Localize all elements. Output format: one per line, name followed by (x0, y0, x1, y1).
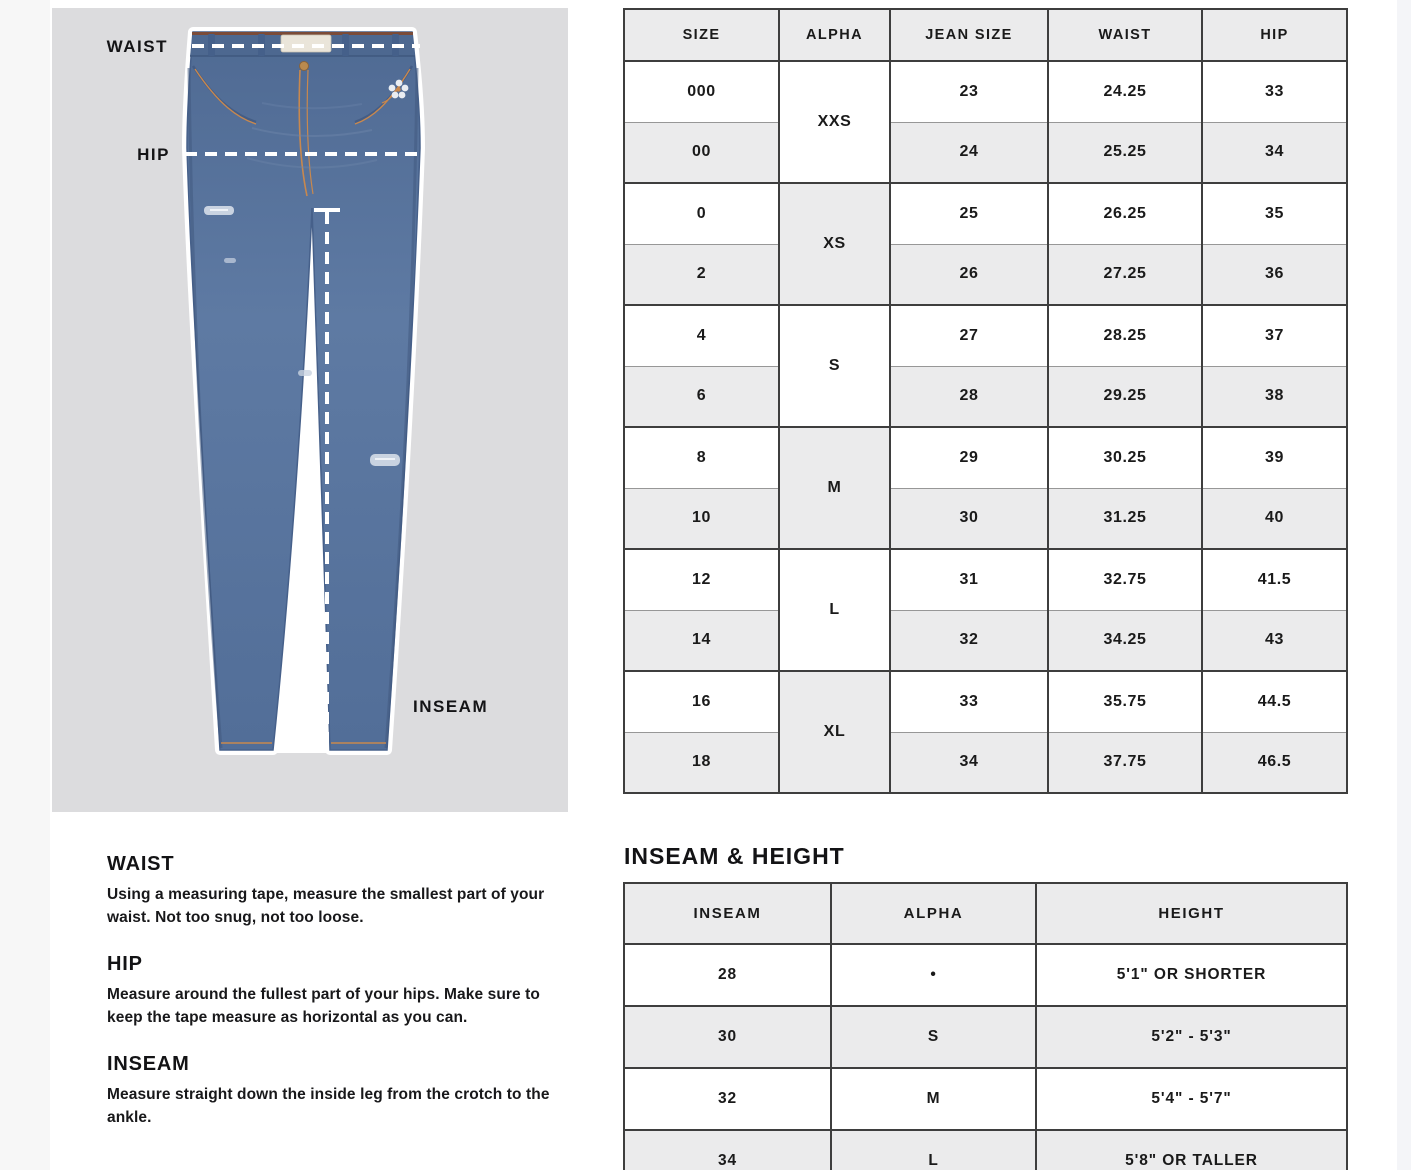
jean-size-cell: 23 (890, 61, 1048, 122)
page-left-gutter (0, 0, 50, 1170)
inseam-height-header-row (624, 883, 1347, 944)
table-row (624, 610, 1347, 671)
alpha-cell: XS (779, 183, 890, 305)
column-header-height: HEIGHT (1036, 883, 1347, 944)
alpha-cell: XXS (779, 61, 890, 183)
size-cell: 16 (624, 671, 779, 732)
waist-cell: 32.75 (1048, 549, 1202, 610)
waist-cell: 28.25 (1048, 305, 1202, 366)
hip-cell: 36 (1202, 244, 1347, 305)
column-header-waist: WAIST (1048, 9, 1202, 61)
hip-cell: 43 (1202, 610, 1347, 671)
column-header-alpha: ALPHA (779, 9, 890, 61)
table-row (624, 944, 1347, 1006)
alpha-cell: L (831, 1130, 1036, 1170)
table-row (624, 244, 1347, 305)
column-header-size: SIZE (624, 9, 779, 61)
waist-cell: 25.25 (1048, 122, 1202, 183)
size-cell: 14 (624, 610, 779, 671)
waist-guide-title: WAIST (107, 853, 175, 875)
size-table (623, 8, 1348, 794)
hip-cell: 33 (1202, 61, 1347, 122)
table-row (624, 1068, 1347, 1130)
table-row (624, 671, 1347, 732)
table-row (624, 122, 1347, 183)
waist-cell: 26.25 (1048, 183, 1202, 244)
height-cell: 5'1" OR SHORTER (1036, 944, 1347, 1006)
height-cell: 5'8" OR TALLER (1036, 1130, 1347, 1170)
inseam-cell: 30 (624, 1006, 831, 1068)
hip-cell: 44.5 (1202, 671, 1347, 732)
table-row (624, 1130, 1347, 1170)
waist-guide-body: Using a measuring tape, measure the smallest part of your waist. Not too snug, not too loose. (107, 886, 545, 926)
hip-cell: 34 (1202, 122, 1347, 183)
jean-size-cell: 27 (890, 305, 1048, 366)
inseam-figure-label: INSEAM (413, 697, 489, 716)
size-cell: 12 (624, 549, 779, 610)
table-row (624, 183, 1347, 244)
table-row (624, 732, 1347, 793)
inseam-cell: 34 (624, 1130, 831, 1170)
jean-size-cell: 29 (890, 427, 1048, 488)
size-cell: 18 (624, 732, 779, 793)
size-cell: 000 (624, 61, 779, 122)
waist-cell: 34.25 (1048, 610, 1202, 671)
table-row (624, 61, 1347, 122)
column-header-hip: HIP (1202, 9, 1347, 61)
jean-size-cell: 31 (890, 549, 1048, 610)
page-right-gutter (1397, 0, 1411, 1170)
jeans-illustration (52, 8, 568, 812)
waist-cell: 30.25 (1048, 427, 1202, 488)
hip-cell: 35 (1202, 183, 1347, 244)
jean-size-cell: 25 (890, 183, 1048, 244)
table-row (624, 427, 1347, 488)
hip-cell: 41.5 (1202, 549, 1347, 610)
size-cell: 2 (624, 244, 779, 305)
column-header-jean-size: JEAN SIZE (890, 9, 1048, 61)
size-cell: 8 (624, 427, 779, 488)
waist-cell: 37.75 (1048, 732, 1202, 793)
table-row (624, 1006, 1347, 1068)
jean-size-cell: 26 (890, 244, 1048, 305)
measure-guide (107, 853, 577, 1153)
column-header-inseam: INSEAM (624, 883, 831, 944)
jean-size-cell: 32 (890, 610, 1048, 671)
hip-cell: 38 (1202, 366, 1347, 427)
size-cell: 4 (624, 305, 779, 366)
inseam-cell: 28 (624, 944, 831, 1006)
size-cell: 0 (624, 183, 779, 244)
waist-cell: 27.25 (1048, 244, 1202, 305)
waist-cell: 35.75 (1048, 671, 1202, 732)
alpha-cell: M (831, 1068, 1036, 1130)
jean-size-cell: 24 (890, 122, 1048, 183)
hip-cell: 46.5 (1202, 732, 1347, 793)
jean-size-cell: 30 (890, 488, 1048, 549)
waist-figure-label: WAIST (106, 37, 168, 56)
jean-size-cell: 28 (890, 366, 1048, 427)
inseam-guide-title: INSEAM (107, 1053, 190, 1075)
waist-cell: 29.25 (1048, 366, 1202, 427)
alpha-cell: XL (779, 671, 890, 793)
alpha-cell: L (779, 549, 890, 671)
inseam-cell: 32 (624, 1068, 831, 1130)
table-row (624, 366, 1347, 427)
inseam-height-title: INSEAM & HEIGHT (624, 843, 845, 869)
alpha-cell: S (779, 305, 890, 427)
waist-cell: 24.25 (1048, 61, 1202, 122)
table-row (624, 305, 1347, 366)
waist-cell: 31.25 (1048, 488, 1202, 549)
inseam-height-table (623, 882, 1348, 1170)
alpha-cell: M (779, 427, 890, 549)
table-row (624, 488, 1347, 549)
size-cell: 10 (624, 488, 779, 549)
hip-guide-title: HIP (107, 953, 143, 975)
hip-cell: 37 (1202, 305, 1347, 366)
hip-figure-label: HIP (137, 145, 170, 164)
inseam-guide-body: Measure straight down the inside leg from the crotch to the ankle. (107, 1086, 550, 1126)
jean-size-cell: 33 (890, 671, 1048, 732)
jean-size-cell: 34 (890, 732, 1048, 793)
size-cell: 00 (624, 122, 779, 183)
hip-cell: 39 (1202, 427, 1347, 488)
size-cell: 6 (624, 366, 779, 427)
alpha-cell: • (831, 944, 1036, 1006)
hip-cell: 40 (1202, 488, 1347, 549)
table-row (624, 549, 1347, 610)
height-cell: 5'4" - 5'7" (1036, 1068, 1347, 1130)
size-table-header-row (624, 9, 1347, 61)
jeans-measurement-figure (52, 8, 568, 812)
hip-guide-body: Measure around the fullest part of your hips. Make sure to keep the tape measure as horizontal as you can. (107, 986, 540, 1026)
column-header-alpha: ALPHA (831, 883, 1036, 944)
height-cell: 5'2" - 5'3" (1036, 1006, 1347, 1068)
alpha-cell: S (831, 1006, 1036, 1068)
